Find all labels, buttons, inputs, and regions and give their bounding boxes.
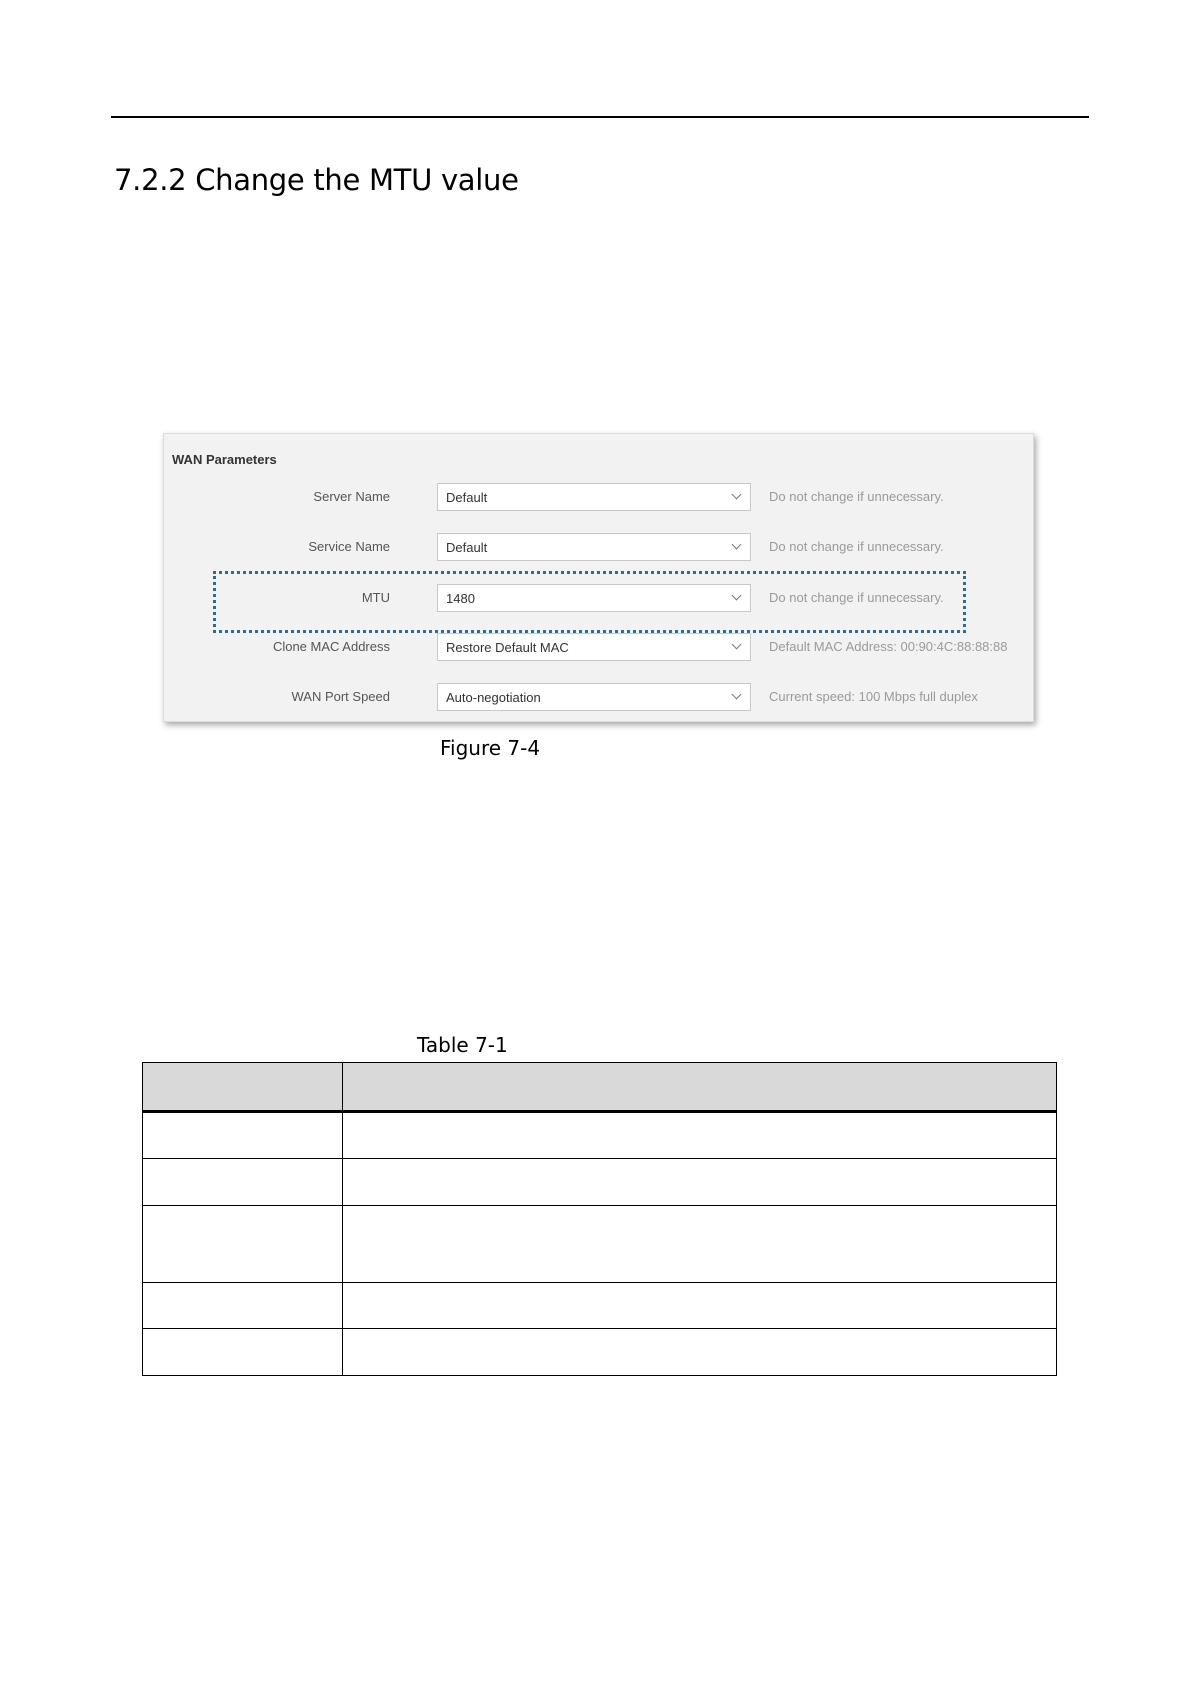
- clone-mac-label: Clone MAC Address: [272, 639, 390, 654]
- wan-port-speed-hint: Current speed: 100 Mbps full duplex: [769, 689, 978, 704]
- server-name-select[interactable]: [437, 483, 751, 511]
- server-name-hint: Do not change if unnecessary.: [769, 489, 944, 504]
- service-name-select[interactable]: [437, 533, 751, 561]
- table-row: [143, 1283, 1057, 1329]
- service-name-row: [164, 533, 1033, 563]
- chevron-down-icon: [732, 640, 742, 650]
- panel-title: WAN Parameters: [172, 452, 277, 467]
- table-cell: [143, 1112, 343, 1159]
- figure-caption: Figure 7-4: [440, 736, 541, 760]
- table-header-cell: [343, 1063, 1057, 1112]
- table-row: [143, 1159, 1057, 1206]
- parameter-table: [142, 1062, 1057, 1376]
- server-name-value: Default: [446, 490, 488, 505]
- table-header-cell: [143, 1063, 343, 1112]
- server-name-label: Server Name: [313, 489, 390, 504]
- mtu-highlight-box: [213, 571, 966, 633]
- chevron-down-icon: [732, 690, 742, 700]
- clone-mac-select[interactable]: [437, 633, 751, 661]
- service-name-value: Default: [446, 540, 488, 555]
- service-name-hint: Do not change if unnecessary.: [769, 539, 944, 554]
- table-cell: [143, 1159, 343, 1206]
- table-cell: [343, 1112, 1057, 1159]
- table-cell: [143, 1329, 343, 1376]
- table-row: [143, 1112, 1057, 1159]
- table-cell: [343, 1329, 1057, 1376]
- table-cell: [143, 1283, 343, 1329]
- wan-port-speed-select[interactable]: [437, 683, 751, 711]
- wan-port-speed-value: Auto-negotiation: [446, 690, 541, 705]
- chevron-down-icon: [732, 540, 742, 550]
- table-cell: [343, 1283, 1057, 1329]
- table-cell: [143, 1206, 343, 1283]
- wan-port-speed-row: [164, 683, 1033, 713]
- chevron-down-icon: [732, 490, 742, 500]
- clone-mac-value: Restore Default MAC: [446, 640, 569, 655]
- server-name-row: [164, 483, 1033, 513]
- mtu-hint: Do not change if unnecessary.: [769, 590, 944, 605]
- table-cell: [343, 1159, 1057, 1206]
- header-rule: [111, 116, 1089, 118]
- wan-port-speed-label: WAN Port Speed: [291, 689, 390, 704]
- table-cell: [343, 1206, 1057, 1283]
- table-caption: Table 7-1: [417, 1033, 508, 1057]
- section-heading: 7.2.2 Change the MTU value: [114, 163, 519, 197]
- table-row: [143, 1329, 1057, 1376]
- clone-mac-row: [164, 633, 1033, 663]
- mtu-value: 1480: [446, 591, 475, 606]
- table-header-row: [143, 1063, 1057, 1112]
- table-row: [143, 1206, 1057, 1283]
- service-name-label: Service Name: [308, 539, 390, 554]
- wan-parameters-panel: [163, 433, 1034, 722]
- clone-mac-hint: Default MAC Address: 00:90:4C:88:88:88: [769, 639, 1008, 654]
- mtu-label: MTU: [361, 590, 390, 605]
